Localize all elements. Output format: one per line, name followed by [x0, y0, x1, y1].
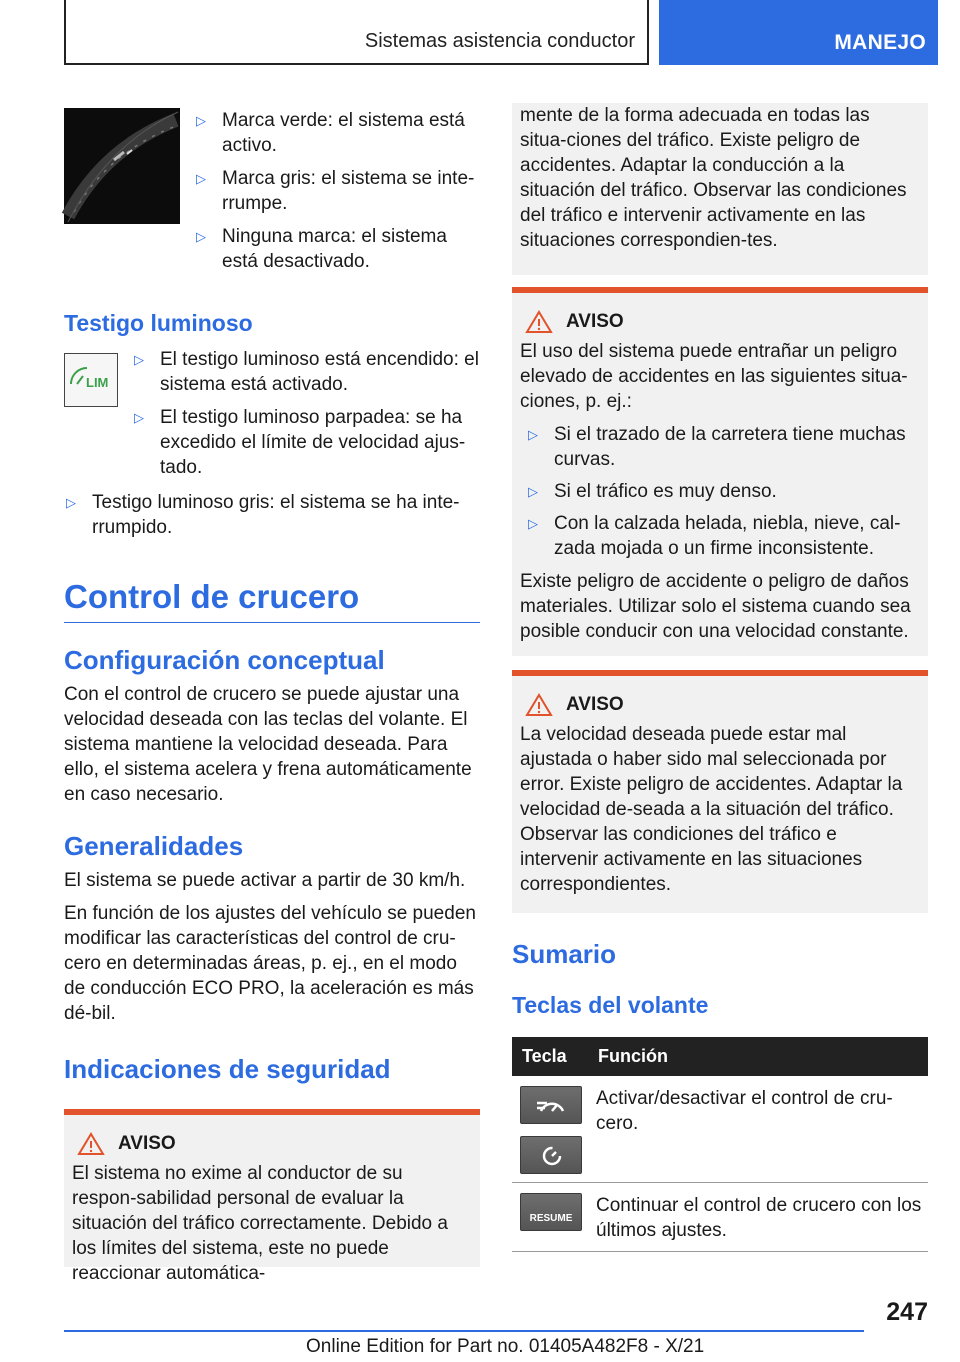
column-header-funcion: Función	[588, 1037, 928, 1076]
warning-label: AVISO	[566, 311, 624, 332]
testigo-heading: Testigo luminoso	[64, 310, 253, 336]
page-number: 247	[886, 1298, 928, 1326]
teclas-heading: Teclas del volante	[512, 992, 709, 1018]
warning-box-2	[512, 287, 928, 656]
list-item: ▷ Ninguna marca: el sistema está desactivado.	[196, 226, 447, 272]
table-row	[512, 1076, 928, 1183]
warning-label: AVISO	[118, 1133, 176, 1154]
table-cell: Activar/desactivar el control de cru-cero.	[588, 1076, 928, 1183]
speedometer-mark-image	[64, 108, 180, 224]
general-text-1: El sistema se puede activar a partir de 30 km/h.	[64, 870, 466, 891]
warning-triangle-icon	[526, 694, 552, 716]
triangle-bullet-icon: ▷	[528, 427, 538, 442]
triangle-bullet-icon: ▷	[196, 113, 206, 128]
triangle-bullet-icon: ▷	[528, 484, 538, 499]
footer-divider	[64, 1330, 864, 1332]
list-item: ▷ Marca verde: el sistema está activo.	[196, 110, 465, 156]
cruise-control-key-icon	[520, 1136, 582, 1174]
warning-box-1	[64, 1109, 480, 1284]
warning-text: La velocidad deseada puede estar mal ajustada o haber sido mal seleccionada por error. Existe peligro de accidentes. Adaptar la velocidad de-seada a la situación del tráfico. Observar las condiciones del tráfico e intervenir activamente en las situaciones correspondientes.	[520, 724, 903, 895]
speed-limiter-icon: LIM	[64, 353, 118, 407]
triangle-bullet-icon: ▷	[196, 171, 206, 186]
warning-box-1-continued	[512, 103, 928, 275]
header-chapter-tab	[64, 0, 649, 65]
warning-text: El sistema no exime al conductor de su respon-sabilidad personal de evaluar la situación del tráfico correctamente. Debido a los límites del sistema, este no puede reaccionar automática-	[72, 1163, 448, 1284]
general-text-2: En función de los ajustes del vehículo se pueden modificar las características del control de cru-cero en determinadas áreas, p. ej., en el modo de conducción ECO PRO, la aceleración es más dé-bil.	[64, 903, 476, 1024]
triangle-bullet-icon: ▷	[66, 495, 76, 510]
warning-intro: El uso del sistema puede entrañar un peligro elevado de accidentes en las siguientes situa-ciones, p. ej.:	[520, 341, 908, 412]
sumario-heading: Sumario	[512, 939, 617, 969]
column-header-tecla: Tecla	[512, 1037, 588, 1076]
resume-key-icon: RESUME	[520, 1193, 582, 1231]
warning-triangle-icon	[526, 311, 552, 333]
keys-table	[512, 1037, 928, 1252]
config-heading: Configuración conceptual	[64, 645, 385, 675]
testigo-block	[64, 349, 480, 480]
list-item: ▷ El testigo luminoso está encendido: el sistema está activado.	[134, 349, 479, 395]
header-section: MANEJO	[834, 31, 926, 54]
warning-triangle-icon	[78, 1133, 104, 1155]
table-row	[512, 1183, 928, 1252]
list-item: ▷ Testigo luminoso gris: el sistema se ha inte-rrumpido.	[66, 492, 460, 538]
table-cell: Continuar el control de crucero con los últimos ajustes.	[588, 1183, 928, 1252]
general-heading: Generalidades	[64, 831, 244, 861]
list-item: ▷ Si el tráfico es muy denso.	[528, 481, 777, 502]
list-item: ▷ Con la calzada helada, niebla, nieve, cal-zada mojada o un firme inconsistente.	[528, 513, 901, 559]
triangle-bullet-icon: ▷	[528, 516, 538, 531]
config-text: Con el control de crucero se puede ajustar una velocidad deseada con las teclas del volante. El sistema mantiene la velocidad deseada. Para ello, el sistema acelera y frena automáticamente en caso necesario.	[64, 684, 472, 805]
list-item: ▷ Si el trazado de la carretera tiene muchas curvas.	[528, 424, 906, 470]
warning-text-continued: mente de la forma adecuada en todas las situa-ciones del tráfico. Existe peligro de accidentes. Adaptar la conducción a la situación del tráfico. Observar las condiciones del tráfico e intervenir activamente en las situaciones correspondien-tes.	[520, 105, 907, 251]
header-section-tab	[659, 0, 938, 65]
cruise-control-on-off-key-icon	[520, 1086, 582, 1124]
right-column	[512, 103, 928, 1252]
left-column	[64, 108, 480, 1284]
list-item: ▷ El testigo luminoso parpadea: se ha excedido el límite de velocidad ajus-tado.	[134, 407, 466, 478]
triangle-bullet-icon: ▷	[196, 229, 206, 244]
triangle-bullet-icon: ▷	[134, 410, 144, 425]
header-title: Sistemas asistencia conductor	[364, 30, 635, 52]
triangle-bullet-icon: ▷	[134, 352, 144, 367]
warning-label: AVISO	[566, 694, 624, 715]
warning-outro: Existe peligro de accidente o peligro de daños materiales. Utilizar solo el sistema cuando sea posible conducir con una velocidad constante.	[520, 571, 911, 642]
list-item: ▷ Marca gris: el sistema se inte-rrumpe.	[196, 168, 475, 214]
warning-box-3	[512, 670, 928, 913]
control-heading: Control de crucero	[64, 578, 480, 623]
marks-block	[64, 108, 480, 274]
seguridad-heading: Indicaciones de seguridad	[64, 1054, 391, 1084]
footer-edition: Online Edition for Part no. 01405A482F8 - X/21	[306, 1336, 705, 1357]
